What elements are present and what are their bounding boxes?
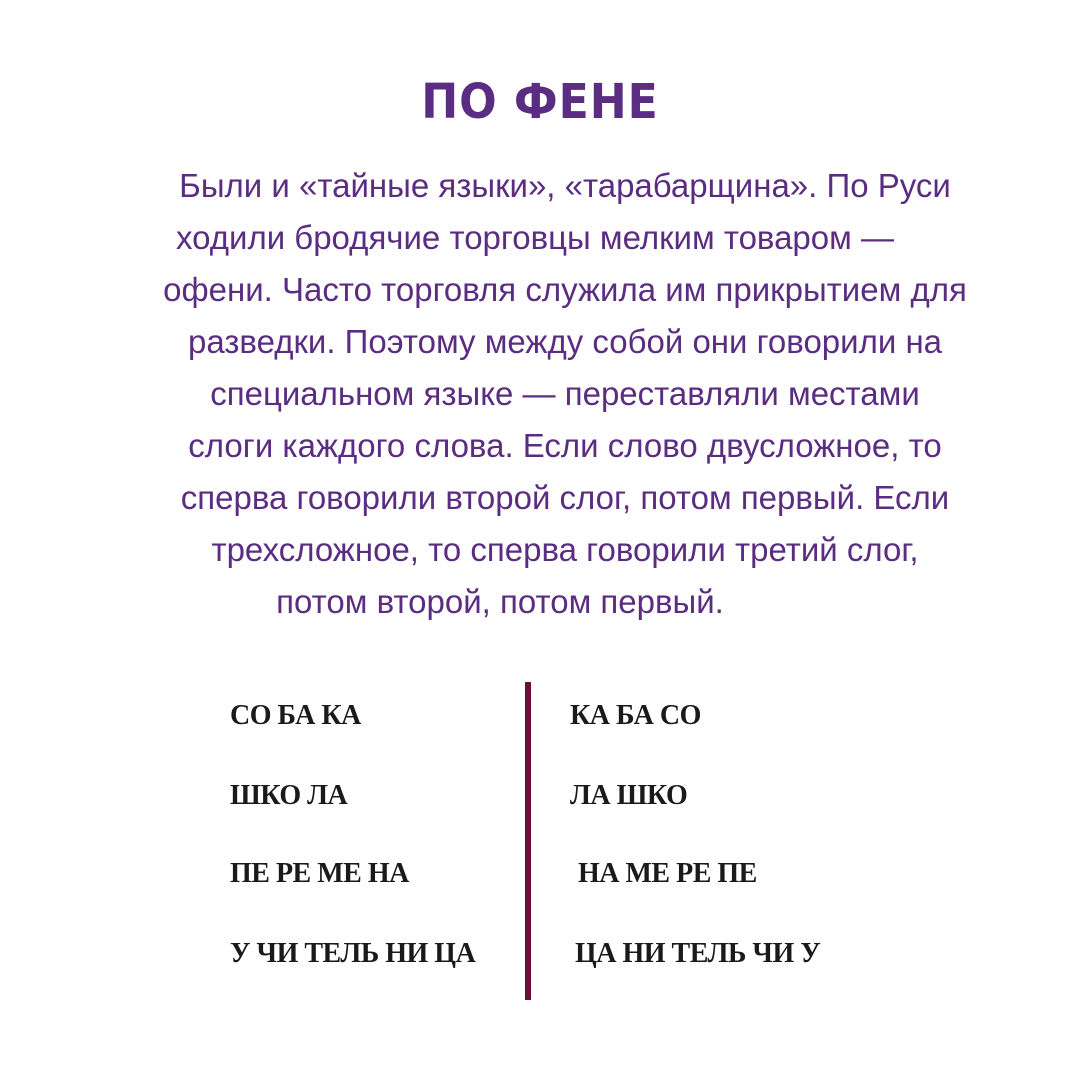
original-word: СО БА КА xyxy=(230,700,361,731)
paragraph-line: ходили бродячие торговцы мелким товаром — xyxy=(176,219,894,256)
paragraph-line: сперва говорили второй слог, потом первый. Если xyxy=(180,479,950,516)
reversed-word: НА МЕ РЕ ПЕ xyxy=(578,858,757,889)
paragraph-line: трехсложное, то сперва говорили третий слог, xyxy=(211,531,919,568)
column-divider xyxy=(525,682,531,1000)
paragraph-line: потом второй, потом первый. xyxy=(276,583,724,620)
reversed-word: КА БА СО xyxy=(570,700,701,731)
original-word: У ЧИ ТЕЛЬ НИ ЦА xyxy=(230,938,476,969)
original-word: ПЕ РЕ МЕ НА xyxy=(230,858,409,889)
paragraph-line: разведки. Поэтому между собой они говорили на xyxy=(187,323,943,360)
reversed-word: ЛА ШКО xyxy=(570,780,688,811)
page-title: ПО ФЕНЕ xyxy=(421,74,659,130)
paragraph-line: слоги каждого слова. Если слово двусложное, то xyxy=(188,427,942,464)
paragraph-line: офени. Часто торговля служила им прикрытием для xyxy=(163,271,967,308)
paragraph-line: Были и «тайные языки», «тарабарщина». По Руси xyxy=(179,167,951,204)
paragraph-line: специальном языке — переставляли местами xyxy=(210,375,920,412)
description-paragraph xyxy=(100,160,1030,628)
reversed-word: ЦА НИ ТЕЛЬ ЧИ У xyxy=(575,938,821,969)
original-word: ШКО ЛА xyxy=(230,780,348,811)
